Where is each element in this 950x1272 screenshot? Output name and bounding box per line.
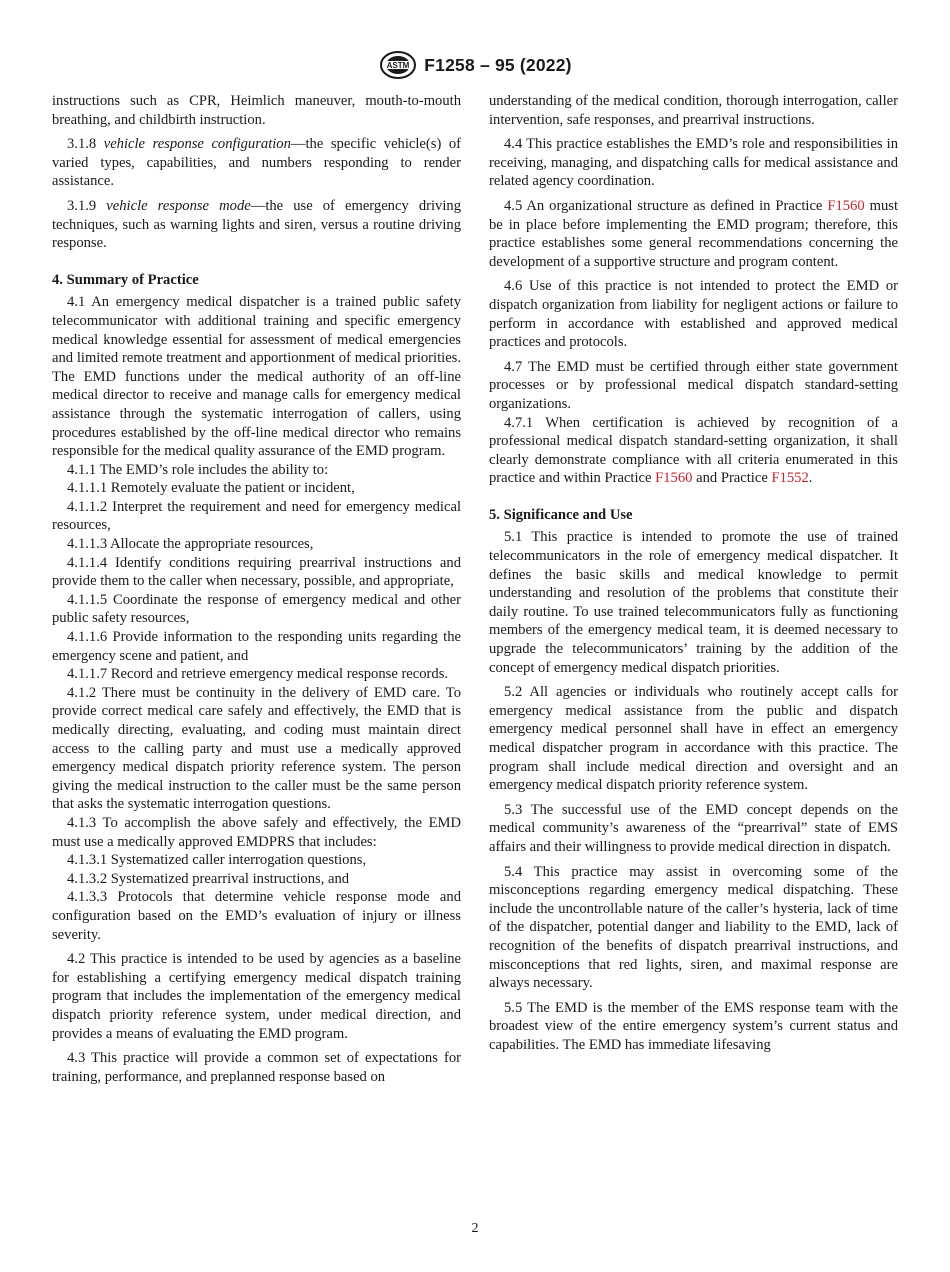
paragraph-text: must be in place before implementing the EMD program; therefore, this practice establishes some general recommendations concerning the development of a supportive structure and program content. (489, 197, 898, 270)
section-4-heading: 4. Summary of Practice (52, 271, 199, 288)
paragraph-4-1-1-2: 4.1.1.2 Interpret the requirement and need for emergency medical resources, (52, 498, 461, 534)
defined-term: vehicle response mode (106, 197, 251, 214)
astm-logo-icon (378, 50, 418, 80)
paragraph-4-1-3-3: 4.1.3.3 Protocols that determine vehicle response mode and configuration based on the EMD’s evaluation of injury or illness severity. (52, 889, 461, 943)
paragraph-text: and Practice (692, 470, 772, 487)
svg-text:ASTM: ASTM (386, 61, 410, 70)
paragraph-4-3: 4.3 This practice will provide a common set of expectations for training, performance, and preplanned response based on (52, 1050, 461, 1085)
paragraph-4-6: 4.6 Use of this practice is not intended to protect the EMD or dispatch organization from liability for negligent actions or failure to perform in accordance with established and approved medical practices and protocols. (489, 278, 898, 351)
paragraph-5-3: 5.3 The successful use of the EMD concept depends on the medical community’s awareness of the “prearrival” state of EMS affairs and their willingness to provide medical direction in dispatch. (489, 801, 898, 855)
paragraph-text: 4.7.1 When certification is achieved by recognition of a professional medical dispatch standard-setting organization, it shall clearly demonstrate compliance with all criteria enumerated in this practice and within Practice (489, 414, 898, 487)
paragraph-continuation: instructions such as CPR, Heimlich maneuver, mouth-to-mouth breathing, and childbirth instruction. (52, 93, 461, 128)
defined-term: vehicle response configuration (103, 136, 291, 153)
paragraph-4-5 (489, 197, 898, 271)
paragraph-5-2: 5.2 All agencies or individuals who routinely accept calls for emergency medical assistance from the public and dispatch emergency medical personnel shall have in effect an emergency medical dispatcher program in accordance with this practice. The program shall include medical direction and oversight and an emergency medical dispatch priority reference system. (489, 684, 898, 794)
paragraph-4-1-1-4: 4.1.1.4 Identify conditions requiring prearrival instructions and provide them to the caller when necessary, possible, and appropriate, (52, 554, 461, 590)
paragraph-continuation: understanding of the medical condition, thorough interrogation, caller intervention, safe responses, and prearrival instructions. (489, 93, 898, 128)
paragraph-4-1-2: 4.1.2 There must be continuity in the delivery of EMD care. To provide correct medical care safely and effectively, the EMD that is medically directing, evaluating, and coding must maintain direct access to the calling party and must use a medically approved emergency medical dispatch priority reference system. The person giving the medical instruction to the caller must be the same person that asks the systematic interrogation questions. (52, 684, 461, 813)
page-number: 2 (471, 1221, 479, 1236)
paragraph-4-1-3-1: 4.1.3.1 Systematized caller interrogation questions, (67, 852, 367, 869)
definition-number: 3.1.9 (67, 197, 97, 214)
page-header (0, 50, 950, 80)
standard-link-f1560[interactable]: F1560 (655, 470, 693, 487)
standard-link-f1560[interactable]: F1560 (827, 197, 865, 214)
paragraph-4-1-1-3: 4.1.1.3 Allocate the appropriate resources, (67, 536, 314, 553)
definition-number: 3.1.8 (67, 136, 97, 153)
standard-designation: F1258 – 95 (2022) (424, 54, 572, 75)
paragraph-4-7-1 (489, 414, 898, 488)
paragraph-4-7: 4.7 The EMD must be certified through either state government processes or by professional medical dispatch standard-setting organizations. (489, 358, 898, 412)
paragraph-5-4: 5.4 This practice may assist in overcoming some of the misconceptions regarding emergency medical dispatching. These include the uncontrollable nature of the caller’s hysteria, lack of time of the dispatcher, potential danger and liability to the EMD, lack of recognition of the benefits of dispatch prearrival instructions, and misconceptions that red lights, siren, and maximal response are always necessary. (489, 863, 898, 992)
paragraph-5-1: 5.1 This practice is intended to promote the use of trained telecommunicators in the role of emergency medical dispatcher. It defines the basic skills and medical knowledge to permit understanding and resolution of the problems that constitute their daily routine. To use trained telecommunicators fully as functioning members of the emergency medical team, it is deemed necessary to upgrade the telecommunicators’ training by the addition of the concept of emergency medical dispatch priorities. (489, 529, 898, 676)
paragraph-5-5: 5.5 The EMD is the member of the EMS response team with the broadest view of the entire emergency system’s current status and capabilities. The EMD has immediate lifesaving (489, 999, 898, 1053)
paragraph-4-1-1-6: 4.1.1.6 Provide information to the responding units regarding the emergency scene and patient, and (52, 629, 461, 664)
right-column (489, 92, 898, 1055)
definition-3-1-9 (52, 197, 461, 253)
left-column (52, 92, 461, 1086)
paragraph-4-1-3: 4.1.3 To accomplish the above safely and effectively, the EMD must use a medically approved EMDPRS that includes: (52, 814, 461, 850)
definition-3-1-8 (52, 135, 461, 191)
paragraph-text: 4.5 An organizational structure as defined in Practice (504, 197, 828, 214)
section-5-heading: 5. Significance and Use (489, 506, 633, 523)
paragraph-text: . (808, 470, 813, 487)
paragraph-4-1-1: 4.1.1 The EMD’s role includes the ability to: (67, 461, 329, 478)
paragraph-4-1-1-7: 4.1.1.7 Record and retrieve emergency medical response records. (67, 666, 449, 683)
definition-text: —the specific vehicle(s) of varied types, capabilities, and numbers responding to render assistance. (52, 136, 461, 190)
standard-link-f1552[interactable]: F1552 (771, 470, 809, 487)
paragraph-4-2: 4.2 This practice is intended to be used by agencies as a baseline for establishing a certifying emergency medical dispatch training program that includes the implementation of the emergency medical dispatch priority reference system, under medical direction, and provides a means of evaluating the EMD program. (52, 951, 461, 1042)
paragraph-4-1-3-2: 4.1.3.2 Systematized prearrival instructions, and (67, 870, 350, 887)
paragraph-4-1-1-5: 4.1.1.5 Coordinate the response of emergency medical and other public safety resources, (52, 591, 461, 627)
definition-text: —the use of emergency driving techniques, such as warning lights and siren, versus a routine driving response. (52, 197, 461, 252)
paragraph-4-1-1-1: 4.1.1.1 Remotely evaluate the patient or incident, (67, 480, 355, 497)
paragraph-4-4: 4.4 This practice establishes the EMD’s role and responsibilities in receiving, managing, and dispatching calls for medical assistance and related agency coordination. (489, 136, 898, 190)
paragraph-4-1: 4.1 An emergency medical dispatcher is a trained public safety telecommunicator with additional training and specific emergency medical knowledge essential for assessment of medical emergencies and limited remote treatment and apportionment of medical priorities. The EMD functions under the medical authority of an off-line medical director to receive and manage calls for emergency medical assistance through the systematic interrogation of callers, using procedures established by the off-line medical director who remains responsible for the medical quality assurance of the EMD program. (52, 294, 461, 460)
